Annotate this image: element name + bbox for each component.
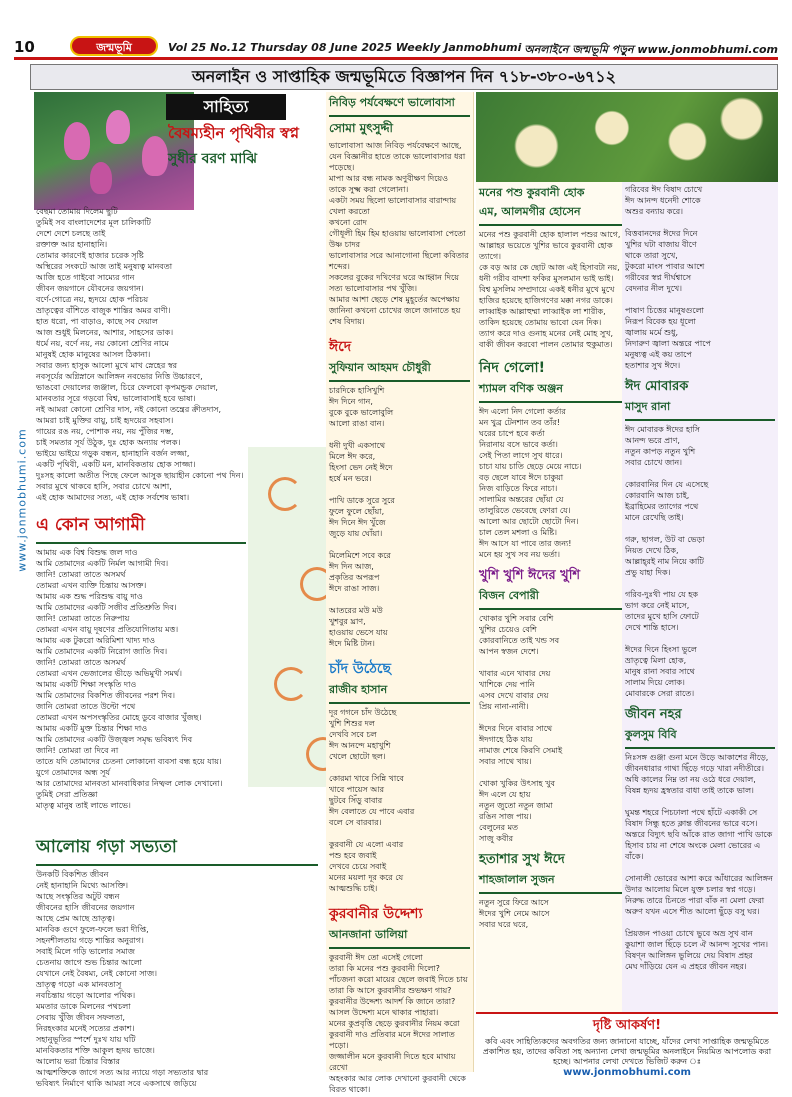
title-divider — [625, 747, 775, 749]
poem-author: সুধীর বরণ মাঝি — [168, 151, 257, 167]
column-3 — [476, 182, 628, 1012]
header-divider — [14, 57, 778, 60]
title-divider — [329, 380, 470, 382]
masthead-logo[interactable]: জন্মভূমি — [70, 36, 158, 56]
poem-author: সুফিয়ান আহমদ চৌধুরী — [329, 361, 431, 374]
title-divider — [479, 224, 625, 226]
poem-title: জীবন নহর — [625, 707, 682, 722]
title-divider — [479, 401, 625, 403]
poem-body: চারদিকে হাসিখুশি ঈদ দিনে গান, বুকে বুকে ভালোবুলি আলো রাঙা বান। ধনী দুখী একসাথে মিলে ঈদ করে, হিংসা ভেদ নেই ঈদে হর্ষে মন ভরে। পাখি ডাকে সুরে সুরে ফুলে ফুলে ছোঁয়া, ঈদ দিনে ঈদ খুঁজে জুড়ে যায় ঘোঁয়া। মিলেমিশে সবে করে ঈদ দিন আজ, প্রকৃতির অপরূপ ঈদে রাঙা সাজ। আতরের মউ মউ খুশবুর ঘ্রাণ, হাওয়ায় ভেসে যায় ঈদে মিষ্টি টান। — [329, 386, 395, 648]
flower-image — [476, 92, 778, 182]
title-divider — [329, 115, 470, 117]
poem-body: গরিবের ঈদ বিষাদ চোখে ঈদ আনন্দ ধনেদী শোকে অশুর বন্যায় করে। বিত্তবানদের ঈদের দিনে খুশির ঘটা বাজায় বীণে থাকে তারা সুখে, টুকরো মাংস পাবার আশে গরীবের স্বপ্ন দীর্ঘশ্বাসে বেদনার নীল দুখে। পাষাণ চিত্তের মানুষগুলো নিরূপ বিবেক হয় ধূলো জ্বালায় মর্মে শুধু, নিদারুণ জ্বালা অন্তরে পাপে মনুষ্যত্ব এই কয় তাপে হতাশার সুখ ঈদে। — [625, 185, 711, 370]
poem-body: খোকার খুশি সবার বেশি খুশির চেয়েও বেশি কোরবানিতে তাই খন্ড সব আপন স্বজন দেশে। খাবার এনে খাবার দেয় খাশিকে দেয় পানি এসব দেখে বাবার দেয় প্রিয় নানা-নানী। ঈদের দিনে বাবার সাথে ঈদগাহে ঠিক যায় নামাজ শেষে কিরণি সেমাই সবার সাথে খায়। খোকা খুকির উৎসাহ খুব ঈদ এলে যে হায় নতুন জুতো নতুন জামা রঙিন সাজ পায়। বেলুনের মত সাজু কবীর — [479, 614, 563, 843]
poem-title: কুরবানীর উদ্দেশ্য — [329, 906, 423, 922]
poem-body: উনকটি বিকশিত জীবন নেই হানাহানি মিথ্যে আসক্তি। আছে সংস্কৃতির অটুট বন্ধন জীবনের হাসি জীবনের জয়গান আছে প্রেম আছে ভ্রাতৃত্ব। মানবিক গুণে ফুলে-ফলে ভরা দীপ্তি, সহনশীলতায় গড়ে শান্তির অনুরাগ। সবাই মিলে গড়ি ভালোর সমাজ চেতনায় জাগে শুভ চিন্তার আলো যেখানে নেই বৈষম্য, নেই কোনো সাজ। ভ্রাতৃত্ব গড়ো এক মানবতাসূ নবচিন্তায় গড়ো আলোর পথিক। মমতার ডাকে মিলনের পথচলা সেবায় খুঁজি জীবন সফলতা, নিরহংকার মনেই সত্যের প্রকাশ। সহানুভূতির স্পর্শে দুঃখ যায় ঘটি মানবিকতার শক্তি আকুল হৃদয় ভাজে। আলোয় ভরা চিন্তার বিস্তার আত্মশক্তিকে জাগে সত্য আর ন্যায়ে গড়া সভ্যতার দ্বার ভবিষ্যৎ নির্মাণে থাকি আমরা সবে একসাথে জড়িয়ে — [36, 870, 209, 1088]
poem-body: দূর গগনে চাঁদ উঠেছে খুশি শিশুর দল দেখবি সবে চল ঈদ আনন্দে মহাখুশি খেলে ছোটো ছল। কোরমা খাবে সিন্নি খাবে খাবে পায়েস আর ছুটবে সিঁড়ু বাবার ঈদ বেলাতে যে পাবে এবার বলে সে বারবার। কুরবানী যে এলো এবার পশু হবে জবাই দেখবে চেয়ে সবাই মনের ময়লা দূর করে যে আত্মশুদ্ধি চাই। — [329, 708, 415, 893]
advertisement-banner: অনলাইন ও সাপ্তাহিক জন্মভূমিতে বিজ্ঞাপন দিন ৭১৮-৩৮০-৬৭১২ — [30, 64, 778, 90]
poem-body: মনের পশু কুরবানী হোক হালাল পশুর আগে, আল্লাহর ভয়েতে খুশির ভাবে কুরবানী হোক ত্যাগে। কে বড় আর কে ছোট আজ এই হিসাবটা নয়, ধনী গরীব বাদশা ফকির মুসলমান ভাই ভাই। বিশ্ব মুসলিম সম্প্রদায়ে একই ধনীর মুখে মুখে হাজির হয়েছে হাজিগণের মক্কা নগর ডাকে। লাব্বাইক আল্লাহুম্মা লাব্বাইক লা শারীক, তাকিদ হয়েছে তোমায় ভাবো যেন দিক। ত্যাগ করে দাও গুনাহ মনের নেই মোহ সুখ, বাকী জীবন করবো পালন তোমার হুকুমাত। — [479, 230, 621, 349]
title-divider — [36, 864, 318, 866]
column-4 — [622, 182, 778, 1012]
poem-author: কুলসুম বিবি — [625, 728, 677, 741]
poem-author: রাজীব হাসান — [329, 683, 388, 696]
poem-title: আলোয় গড়া সভ্যতা — [36, 837, 177, 857]
vertical-website-link[interactable] — [14, 380, 30, 620]
title-divider — [329, 702, 470, 704]
title-divider — [36, 542, 246, 544]
title-divider — [329, 947, 470, 949]
attention-notice — [476, 1012, 778, 1078]
poem-title: নিবিড় পর্যবেক্ষণে ভালোবাসা — [329, 96, 455, 109]
section-title: সাহিত্য — [166, 94, 286, 120]
header-website-link[interactable]: অনলাইনে জন্মভূমি পড়ুন www.jonmobhumi.com — [524, 43, 778, 56]
title-divider — [479, 608, 625, 610]
poem-body: ভালোবাসা আজ নিবিড় পর্যবেক্ষণে আছে, যেন বিজ্ঞানীর হাতে তাকে ভালোবাসার ধরা পড়েছে। মাপা আর বন্ধ নামক অণুবীক্ষণ দিয়েও তাকে সুক্ষ্ম করা গেলোনা। একটা সময় ছিলো ভালোবাসার বারান্দায় খেলা করতো কখনো রোদ গৌধূলী হিম হিম হাওয়ায় ভালোবাসা পেতো উষ্ণ চাদর ভালোবাসার সরে আনাগোনা ছিলো কবিতার শব্দের। সকলের বুকের দখিণের ঘরে আহ্বান দিয়ে সত্য ভালোবাসার পথ খুঁজি। আমার আশা ছেড়ে শেষ মুহূর্তের অপেক্ষায় জানিনা কখনো চোখের জলে জানাতে হয় শেষ বিদায়। — [329, 141, 469, 326]
poem-author: শাহজালাল সুজন — [479, 873, 555, 886]
poem-title: খুশি খুশি ঈদের খুশি — [479, 568, 581, 583]
notice-text: কবি এবং সাহিত্যিকদের অবগতির জন্য জানানো যাচ্ছে, যাঁদের লেখা সাপ্তাহিক জন্মভূমিতে প্রকাশিত হয়, তাদের কবিতা সহ অন্যান্য লেখা জন্মভূমির অনলাইনে নিয়মিত আপলোড করা হচ্ছে। আপনার লেখা দেখতে ভিজিট করুন ঃ — [482, 1037, 772, 1066]
column-1 — [34, 92, 322, 1088]
poem-body: ঈদ এলো নিদ গেলো কর্তার মন খুব্র টেনশান তব তাঁর! ঘরের চাপে হবে কর্তা নিরানায় বসে ভাবে কর্তা। সেই পিতা লাগে সুখ ধারে। চাচা যায় চাতি ছেড়ে মেয়ে নাচে। বড় ছেলে যাবে ঈদে চাকুয়া নিজ বাড়িতে ফিরে নাচা। সালামির অন্তরের ছোঁয়া যে তালুরিতে ভেবেছে ফোরা যে। আলো আর ছোটো ছোটো দিন। চাল তেল মশলা ও মিষ্টি। ঈদ আসে যা পাবে তার জন্য! মনে হয় সুখ সব নয় ভর্তা। — [479, 407, 582, 559]
page-header — [0, 0, 792, 60]
page-number: 10 — [14, 38, 35, 56]
notice-website-link[interactable]: www.jonmobhumi.com — [563, 1067, 691, 1078]
notice-title: দৃষ্টি আকর্ষণ! — [592, 1018, 662, 1033]
poem-author: এম, আলমগীর হোসেন — [479, 205, 581, 218]
column-2 — [326, 92, 474, 1094]
poem-body: নতুন সুরে ফিরে আসে ঈদের খুশি নেমে আসে সবার ঘরে ঘরে, — [479, 898, 550, 929]
poem-title: ঈদে — [329, 339, 352, 355]
poem-title: এ কোন আগামী — [36, 515, 145, 535]
issue-info: Vol 25 No.12 Thursday 08 June 2025 Weekly Janmobhumi — [168, 41, 522, 54]
poem-body: নিঃসঙ্গ গুঞ্জা গুনা মনে উড়ে আকাশের নীড়ে, জীবনধারার গাথা ছিঁড়ে গড়ে খারা নদীতীরে। অধি কালের নিম্ন তা নয় ওঠে ধরে দেয়াল, বিষন্ন হৃদয় হ্রস্বতার বাধা তাই তাকে ভাল। ঘুমন্ত শহরে পিচঢালা পথে হাঁটে একাকী সে বিষাদ সিন্ধু হতে ক্লান্ত জীবনের ভারে বসে। অন্তরে বিদ্যুৎ ছবি আঁকে রাত জাগা পাখি ডাকে হিসাব চায় না শেষে অংকে মেলা ভোরের এ বাঁকে। সোনালী ভোরের আশা করে আঁধারের আলিঙ্গন উদার আলোয় মিলে যুক্ত চলার স্বপ্ন গড়ে। নিরুদ্ধ তারে চিনতে পারা বাঁক না মেলা ফেরা অরুণ যখন এসে শীত আলো ছুঁড়ে বসু ঘর। প্রিয়জন পাওয়া চোখে ভুবে অভ্র সুখ বান কুয়াশা জাল ছিঁড়ে চলে ঐ আনন্দ সুখের পান। বিষণ্ন আলিঙ্গন ভুলিয়ে দেয় বিষাদ প্রহর মেঘ দাঁড়িয়ে যেন এ প্রহরে জীবন নহর। — [625, 753, 773, 971]
poem-author: আনজানা ডালিয়া — [329, 928, 408, 941]
poem-title: হতাশার সুখ ঈদে — [479, 852, 565, 867]
poem-body: কুরবানী ঈদ তো এসেই গেলো তারা কি মনের পশু কুরবানী দিলো? পাঁচজনা করো মায়ের ছেলে জবাই দিতে চায় তারা কি আসে কুরবানীর শুভক্ষণ গায়? কুরবানীর উদ্দেশ্য আদর্শ কি জানে তারা? আসল উদ্দেশ্য মনে থাকার পাহারা। মনের কুপ্রবৃত্তি ছেড়ে কুরবানীর নিয়ম করো কুরবানী দাও প্রতিবার মনে ঈদের সালাত পড়ো। জজ্জালীন মনে কুরবানী দিতে হবে মাথায় রেখো অহংকার আর লোক দেখানো কুরবানী থেকে বিরত থাকো। — [329, 953, 468, 1094]
title-divider — [625, 419, 775, 421]
title-divider — [479, 892, 625, 894]
poem-author: বিজন বেপারী — [479, 589, 539, 602]
poem-title: বৈষম্যহীন পৃথিবীর স্বপ্ন — [168, 124, 300, 142]
poem-body: আমায় এক বিশ্ব বিশুদ্ধ জল দাও আমি তোমাদের একটি নির্মল আগামী দিব। জানি! তোমরা তাতে অসমর্থ তোমরা এখন ব্যক্তি চিন্তায় আসক্ত। আমায় এক শুদ্ধ পরিশুদ্ধ বায়ু দাও আমি তোমাদের একটি সজীব প্রতিশ্রুতি দিব। জানি! তোমরা তাতে নিরুপায় তোমরা এখন বায়ু দূষণের প্রতিযোগিতায় মত্ত। আমায় এক টুকরো অরিমিশা খাদ্য দাও আমি তোমাদের একটি নিরোগ জাতি দিব। জানি! তোমরা তাতে অসমর্থ তোমরা এখন ভেজালের ভীড়ে অভিমুখী সমর্থ। আমায় একটি শিক্ষা সংস্কৃতি দাও আমি তোমাদের বিকশিত জীবনের পরশ দিব। জানি তোমরা তাতে উল্টো পথে তোমরা এখন অপসংস্কৃতির মোহে ডুবে বাজার খুঁজছ। আমায় একটি মুক্ত চিন্তার শিক্ষা দাও আমি তোমাদের একটি উজ্জ্বল সমৃদ্ধ ভবিষ্যৎ দিব জানি! তোমরা তা দিবে না তাতে যদি তোমাদের চেতনা লোকানো ব্যবসা বন্ধ হয়ে যায়। যুগে তোমাদের অন্ধ সূর্য আর তোমাদের মানবতা মানবাধিকার নিষ্ফল লোক দেখানো। তুমিই সেরা প্রতিজ্ঞা মাতৃত্ব মানুষ তাই লাভে লাভে। — [36, 548, 223, 810]
poem-title: ঈদ মোবারক — [625, 379, 689, 394]
poem-title: মনের পশু কুরবানী হোক — [479, 186, 585, 199]
poem-author: শ্যামল বণিক অঞ্জন — [479, 382, 563, 395]
poem-title: চাঁদ উঠেছে — [329, 661, 391, 677]
poem-author: মাসুদ রানা — [625, 400, 671, 413]
poem-author: সোমা মুৎসুদ্দী — [329, 121, 393, 135]
vertical-website-text: www.jonmobhumi.com — [15, 428, 29, 572]
poem-body: ঈদ মোবারক ঈদের হাসি আনন্দ ভরে প্রাণ, নতুন কাপড় নতুন খুশি সবার চোখে জান। কোরবানির দিন যে এসেছে কোরবানি আজ চাই, ইব্রাহিমের ত্যাগের পথে মানে রেখেছি তাই। গরু, ছাগল, উট বা ভেড়া নিয়ত দেখে ঠিক, আল্লাহ্‌রই নাম নিয়ে কাটি প্রভু যাহা দিক। গরিব-দুঃখী পায় যে হক ভাগ করে নেই মাসে, তাদের মুখে হাসি ফোটে দেখে শান্তি হাসে। ঈদের দিনে হিংসা ভুলে ভ্রাতৃত্বে মিলা হোক, মানুষ রানা সবার সাথে সালাম দিয়ে লোক। মোবারকে সেরা রাতে। — [625, 425, 709, 698]
poem-body: বেছমা তোমায় দিলেম ছুটি তুমিই সব বাংলাদেশের মূল চালিকাটি দেশে দেশে চলছে তাই রক্তাক্ত আর হানাহানি। তোমার কারণেই হাজার চরেক সৃষ্টি অস্থিরের সংকটে আজ তাই মনুষ্যত্ব মানবতা আজি হতে গাইবো সাম্যের গান জীবন জয়গানে যৌবনের জয়গান। বর্ণে-গোত্রে নয়, হৃদয়ে হোক পরিচয় ভ্রাতৃত্বের বাঁশিতে বাজুক শান্তির অমর বাণী। হাত ধরো, পা বাড়াও, কাছে সব দেয়াল আজ শুধুই মিলনের, আশার, সাহসের ডাক। ধর্মে নয়, বর্ণে নয়, নয় কোনো শ্রেণির নামে মানুষই হোক মানুষের আসল ঠিকানা। সবার জন্য হাসুক আলো মুখে মাখ স্নেহের স্বর নবসূর্যের অগ্নিস্নানে আলিঙ্গন নবভোর নিত্তি উচ্চারণে, ভাঙবো দেয়ালের জঞ্জাল, চিরে ফেলবো কৃপমন্ডুক দেয়াল, মানবতার সূরে গড়বো বিশ্ব, ভালোবাসাই হবে ভাষা। নই আমরা কোনো শ্রেণির দাস, নই কোনো তন্ত্রের ক্রীতদাস, আমরা চাই মুক্তির বায়ু, চাই হৃদয়ের সহবাস। গায়ের রঙ নয়, পোশাক নয়, নয় পুঁজির দম্ভ, চাই সমতার সূর্য উঠুক, দুঃ হোক অন্যায় পলক। ভাইয়ে ভাইয়ে গড়ুক বন্ধন, হানাহানি বর্জন লজ্জা, একটি পৃথিবী, একটি মন, মানবিকতায় হোক সাজ্জা। দুঃসহ কালো অতীত পিছে ফেলে আসুক ছায়াহীন কোনো পথ দিন। সবার মুখে থাকবে হাসি, সবার চোখে আশা, এই হোক আমাদের সত্য, এই হোক সর্বশেষ ভাষা। — [36, 207, 244, 502]
poem-title: নিদ গেলো! — [479, 360, 545, 376]
